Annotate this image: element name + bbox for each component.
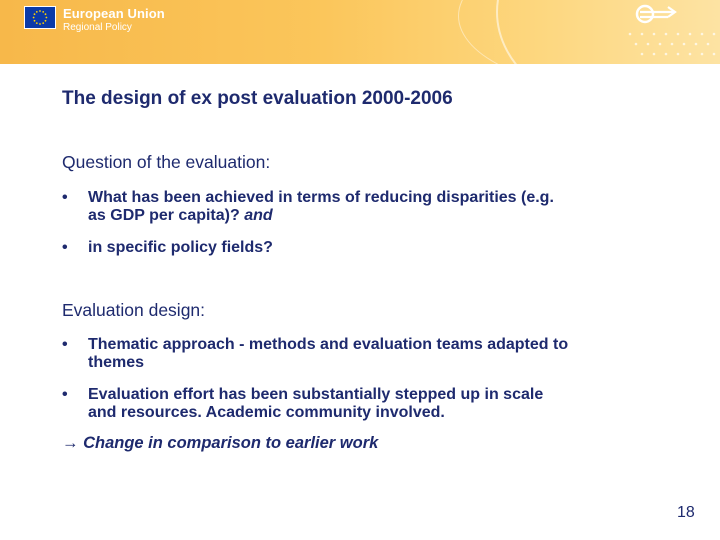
slide-title: The design of ex post evaluation 2000-2006 <box>62 88 453 109</box>
org-name: European Union <box>63 6 165 21</box>
bullet-text-continued: themes <box>88 354 145 371</box>
bullet-text: What has been achieved in terms of reducing disparities (e.g. <box>88 189 554 206</box>
bullet-text: in specific policy fields? <box>88 239 273 256</box>
section-heading-question: Question of the evaluation: <box>62 152 271 172</box>
conclusion-text: → Change in comparison to earlier work <box>62 434 379 452</box>
header-banner <box>0 0 720 64</box>
bullet-text-continued: and resources. Academic community involved. <box>88 404 445 421</box>
bullet-icon: • <box>62 189 68 206</box>
section-heading-design: Evaluation design: <box>62 300 206 320</box>
emphasis-text: and <box>244 207 273 224</box>
page-number: 18 <box>677 504 695 521</box>
eu-flag-icon <box>24 6 56 29</box>
bullet-text: Thematic approach - methods and evaluation teams adapted to <box>88 336 569 353</box>
eu-stars-icon <box>25 7 55 28</box>
org-subtitle: Regional Policy <box>63 22 132 33</box>
bullet-text: Evaluation effort has been substantially stepped up in scale <box>88 386 544 403</box>
bullet-text-continued: as GDP per capita)? and <box>88 207 273 224</box>
bullet-icon: • <box>62 336 68 353</box>
bullet-icon: • <box>62 386 68 403</box>
bullet-icon: • <box>62 239 68 256</box>
regional-policy-arrows-icon <box>634 3 680 25</box>
dot-pattern <box>620 28 720 64</box>
